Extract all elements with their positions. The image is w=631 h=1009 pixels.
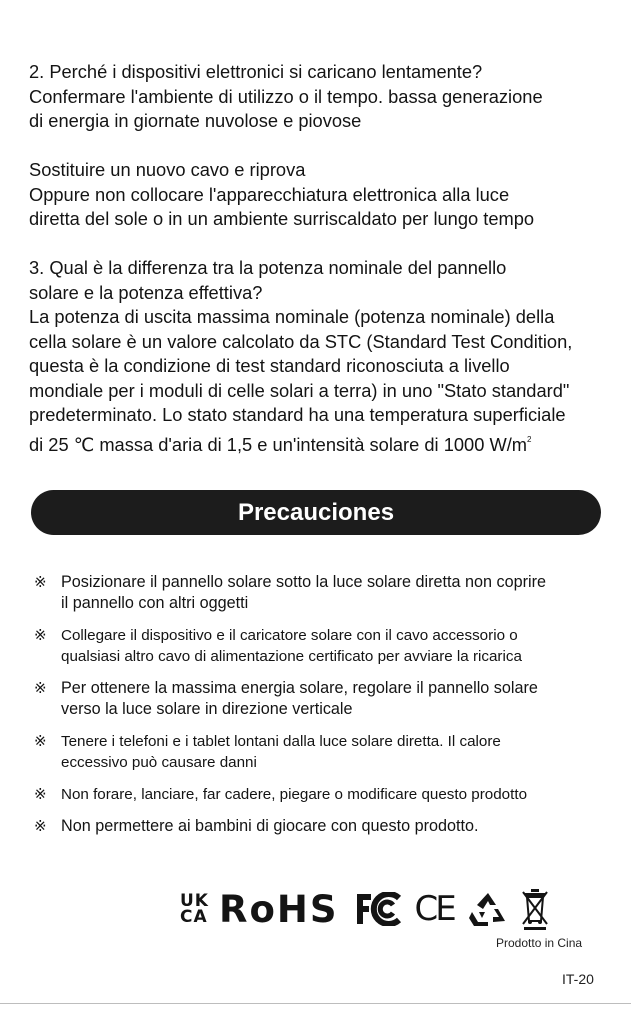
faq-q3-line: cella solare è un valore calcolato da STC (Standard Test Condition, [29,330,573,352]
faq-q3-line: La potenza di uscita massima nominale (potenza nominale) della [29,306,555,327]
reference-mark-icon: ※ [34,785,47,803]
precaution-item [34,816,604,837]
made-in-label: Prodotto in Cina [496,936,583,950]
precaution-text: verso la luce solare in direzione verticale [61,700,353,718]
page-number: IT-20 [562,971,594,987]
ce-mark: CE [414,889,454,929]
faq-q3-line: 3. Qual è la differenza tra la potenza nominale del pannello [29,257,507,278]
ukca-mark [180,893,209,925]
precautions-list [34,572,604,848]
precaution-text: Per ottenere la massima energia solare, regolare il pannello solare [61,679,538,697]
precaution-item [34,784,604,805]
reference-mark-icon: ※ [34,626,47,644]
certification-logos [180,884,550,934]
precaution-text: Posizionare il pannello solare sotto la luce solare diretta non coprire [61,573,547,591]
precaution-item [34,731,604,773]
faq-q3-last-line [29,428,619,458]
faq-q3-line: predeterminato. Lo stato standard ha una temperatura superficiale [29,404,566,425]
precaution-text: Non forare, lanciare, far cadere, piegare o modificare questo prodotto [61,786,528,803]
crossed-bin-icon [520,887,550,931]
precaution-item [34,572,604,614]
precautions-title: Precauciones [237,498,395,526]
faq-q3-last-text: di 25 ℃ massa d'aria di 1,5 e un'intensità solare di 1000 W/m [29,433,528,455]
faq-q3-line: solare e la potenza effettiva? [29,281,263,303]
faq-q2-line: diretta del sole o in un ambiente surriscaldato per lungo tempo [29,208,535,229]
precaution-text: Tenere i telefoni e i tablet lontani dalla luce solare diretta. Il calore [61,733,501,750]
precaution-item [34,678,604,720]
precaution-item [34,625,604,667]
ukca-mark-top: UK [180,891,209,911]
fcc-logo-icon [355,892,401,926]
precaution-text: Collegare il dispositivo e il caricatore solare con il cavo accessorio o [61,627,518,644]
faq-q2-line: 2. Perché i dispositivi elettronici si caricano lentamente? [29,61,483,82]
faq-q2-line: Sostituire un nuovo cavo e riprova [29,159,306,180]
reference-mark-icon: ※ [34,817,47,835]
reference-mark-icon: ※ [34,679,47,697]
faq-q2-line: Oppure non collocare l'apparecchiatura elettronica alla luce [29,183,510,205]
precautions-title-banner [31,490,601,535]
faq-q3-line: questa è la condizione di test standard riconosciuta a livello [29,355,510,376]
reference-mark-icon: ※ [34,573,47,591]
precaution-text: qualsiasi altro cavo di alimentazione certificato per avviare la ricarica [61,648,522,665]
unit-superscript: 2 [527,434,532,444]
bottom-divider [0,1003,631,1004]
faq-q3-line: mondiale per i moduli di celle solari a terra) in uno "Stato standard" [29,379,570,401]
precaution-text: Non permettere ai bambini di giocare con questo prodotto. [61,817,479,835]
precaution-text: il pannello con altri oggetti [61,594,249,612]
ukca-mark-bottom: CA [180,907,208,927]
faq-q2-line: Confermare l'ambiente di utilizzo o il tempo. bassa generazione [29,85,543,107]
recycle-icon [468,890,508,928]
rohs-mark: RoHS [218,887,339,931]
faq-section [29,60,619,457]
faq-q2-line: di energia in giornate nuvolose e piovose [29,110,362,131]
reference-mark-icon: ※ [34,732,47,750]
precaution-text: eccessivo può causare danni [61,754,257,771]
